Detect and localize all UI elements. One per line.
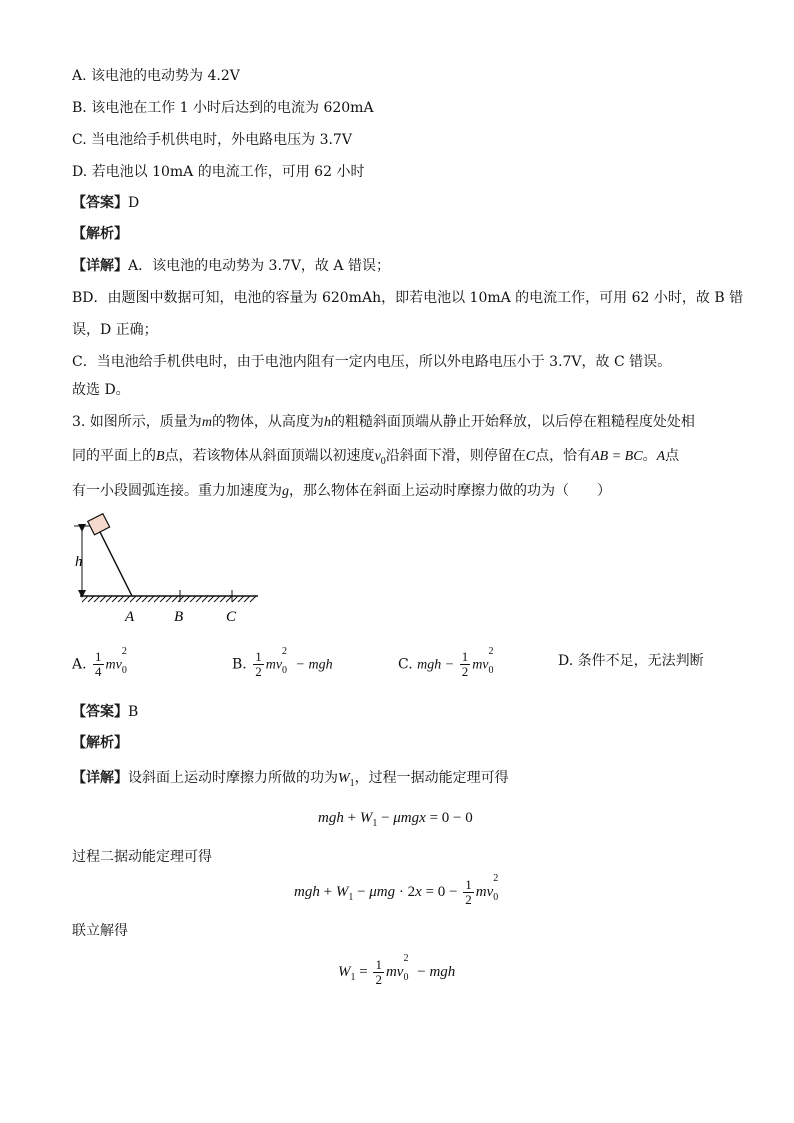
q3-answer-value: B bbox=[128, 704, 139, 720]
detail-line-3: 误，D 正确； bbox=[72, 322, 158, 338]
detail-tag: 【详解】 bbox=[72, 258, 128, 274]
ground-hatch bbox=[82, 596, 256, 602]
var-h: h bbox=[323, 415, 331, 430]
q3-detail-tag: 【详解】 bbox=[72, 770, 128, 786]
equation-2: mgh + $W_1 - \mu mg \cdot 2x = 0$ − $\frac{1}{2}$ $mv_0^2$ bbox=[294, 872, 499, 907]
q3-detail-line-1 bbox=[72, 769, 509, 793]
q3-stem-2b: 点，若该物体从斜面顶端以初速度 bbox=[164, 448, 375, 464]
combine-text: 联立解得 bbox=[72, 923, 128, 939]
option-d: D. 若电池以 10mA 的电流工作，可用 62 小时 bbox=[72, 164, 365, 180]
q3-analysis-tag-text: 【解析】 bbox=[72, 735, 128, 751]
option-b: B. 该电池在工作 1 小时后达到的电流为 620mA bbox=[72, 100, 374, 116]
q3-stem-line-1 bbox=[72, 413, 695, 432]
q3-detail-1a: 设斜面上运动时摩擦力所做的功为 bbox=[128, 770, 338, 786]
q3-option-a-label: A. bbox=[72, 656, 87, 673]
var-A: A bbox=[656, 449, 666, 464]
var-m: m bbox=[201, 415, 212, 430]
q3-option-d: D. 条件不足，无法判断 bbox=[558, 653, 704, 669]
var-v0: $v_0$ bbox=[374, 449, 386, 467]
analysis-tag-text: 【解析】 bbox=[72, 226, 128, 242]
detail-line-2: BD．由题图中数据可知，电池的容量为 620mAh，即若电池以 10mA 的电流工作，可用 62 小时，故 B 错 bbox=[72, 290, 744, 306]
incline-figure bbox=[70, 512, 270, 627]
var-v0-base: v bbox=[374, 449, 381, 464]
answer-line bbox=[72, 194, 139, 212]
block bbox=[88, 514, 110, 535]
q3-stem-1a: 3. 如图所示，质量为 bbox=[72, 414, 202, 430]
q3-stem-2d: 点，恰有 bbox=[535, 448, 592, 464]
label-C: C bbox=[226, 609, 237, 625]
q3-stem-2f: 点 bbox=[665, 448, 680, 464]
eq-ab-bc: AB = BC bbox=[591, 449, 643, 464]
q3-stem-line-3 bbox=[72, 482, 611, 501]
q3-stem-1c: 的粗糙斜面顶端从静止开始释放，以后停在粗糙程度处处相 bbox=[330, 414, 695, 430]
label-B: B bbox=[174, 609, 184, 625]
q3-analysis-tag bbox=[72, 734, 128, 752]
process-2-text: 过程二据动能定理可得 bbox=[72, 849, 212, 865]
equation-1: mgh + $W_1 - \mu mgx = 0 - 0$ bbox=[318, 810, 473, 829]
var-B: B bbox=[156, 449, 165, 464]
q3-stem-2a: 同的平面上的 bbox=[72, 448, 156, 464]
q3-stem-2e: 。 bbox=[642, 448, 657, 464]
option-c: C. 当电池给手机供电时，外电路电压为 3.7V bbox=[72, 132, 352, 148]
option-a: A. 该电池的电动势为 4.2V bbox=[72, 68, 240, 84]
q3-option-b: B. $\frac{1}{2}$ $mv_0^2$ − mgh bbox=[232, 645, 333, 679]
q3-detail-1b: ，过程一据动能定理可得 bbox=[354, 770, 509, 786]
q3-stem-2c: 沿斜面下滑，则停留在 bbox=[385, 448, 526, 464]
equation-result: $W_1$ = $\frac{1}{2}$ $mv_0^2$ − mgh bbox=[338, 952, 456, 987]
q3-answer-line bbox=[72, 703, 138, 721]
label-A: A bbox=[125, 609, 135, 625]
q3-stem-line-2 bbox=[72, 447, 679, 471]
label-h: h bbox=[75, 554, 83, 570]
q3-answer-tag: 【答案】 bbox=[72, 704, 128, 720]
q3-stem-3b: ，那么物体在斜面上运动时摩擦力做的功为（ ） bbox=[289, 483, 611, 499]
detail-text-1: A．该电池的电动势为 3.7V，故 A 错误； bbox=[128, 258, 390, 274]
detail-line-1 bbox=[72, 257, 390, 275]
var-g: g bbox=[282, 484, 289, 499]
q3-option-c: C. mgh − $\frac{1}{2}$ $mv_0^2$ bbox=[398, 645, 494, 679]
analysis-tag bbox=[72, 225, 128, 243]
incline-line bbox=[98, 528, 132, 596]
var-w1: $W_1$ bbox=[338, 771, 355, 789]
var-C: C bbox=[525, 449, 536, 464]
q3-option-a: A. $\frac{1}{4}$ $mv_0^2$ bbox=[72, 645, 127, 679]
q3-option-b-label: B. bbox=[232, 656, 247, 673]
answer-value: D bbox=[128, 195, 140, 211]
q3-option-c-label: C. bbox=[398, 656, 413, 673]
q3-stem-1b: 的物体，从高度为 bbox=[211, 414, 324, 430]
q3-stem-3a: 有一小段圆弧连接。重力加速度为 bbox=[72, 483, 282, 499]
detail-line-5: 故选 D。 bbox=[72, 382, 130, 398]
answer-tag: 【答案】 bbox=[72, 195, 128, 211]
detail-line-4: C．当电池给手机供电时，由于电池内阻有一定内电压，所以外电路电压小于 3.7V，故 C 错误。 bbox=[72, 354, 672, 370]
